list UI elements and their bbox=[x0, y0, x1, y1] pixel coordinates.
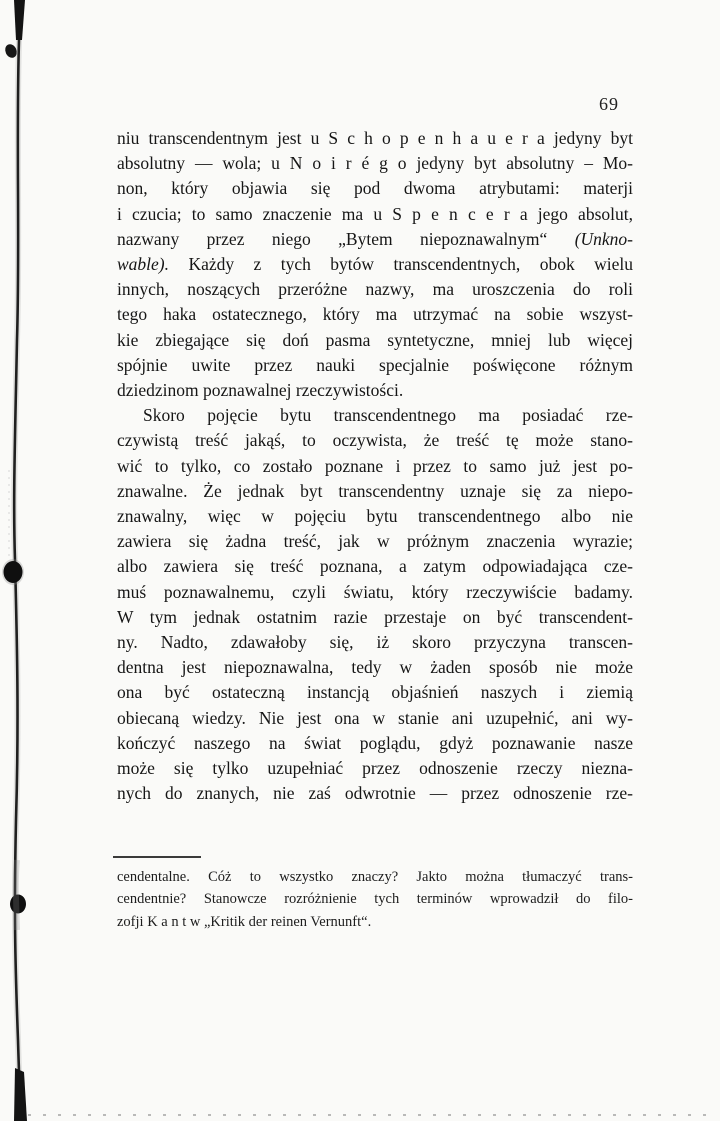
text-segment: Każdy z tych bytów transcendentnych, obok wielu bbox=[169, 254, 633, 275]
text-line: zawiera się żadna treść, jak w próżnym znaczenia wyrazie; bbox=[117, 531, 633, 552]
text-line bbox=[117, 227, 633, 252]
footnote-rule bbox=[113, 856, 201, 858]
text-line: non, który objawia się pod dwoma atrybutami: materji bbox=[117, 178, 633, 199]
scan-dotted-line bbox=[28, 1114, 714, 1116]
text-line: czywistą treść jakąś, to oczywista, że treść tę może stano- bbox=[117, 430, 633, 451]
text-line: może się tylko uzupełniać przez odnoszenie rzeczy niezna- bbox=[117, 758, 633, 779]
text-line: dentna jest niepoznawalna, tedy w żaden sposób nie może bbox=[117, 657, 633, 678]
text-line bbox=[117, 252, 633, 277]
text-line: ny. Nadto, zdawałoby się, iż skoro przyczyna transcen- bbox=[117, 632, 633, 653]
text-line: kończyć naszego na świat poglądu, gdyż poznawanie nasze bbox=[117, 732, 633, 753]
text-line: Skoro pojęcie bytu transcendentnego ma posiadać rze- bbox=[143, 405, 633, 426]
text-segment-italic: (Unkno- bbox=[574, 228, 633, 249]
text-line: innych, noszących przeróżne nazwy, ma uroszczenia do roli bbox=[117, 279, 633, 300]
footnote-line: zofji K a n t w „Kritik der reinen Vernunft“. bbox=[117, 913, 372, 930]
text-line: znawalny, więc w pojęciu bytu transcendentnego albo nie bbox=[117, 506, 633, 527]
text-line: znawalne. Że jednak byt transcendentny uznaje się za niepo- bbox=[117, 480, 633, 501]
text-line: W tym jednak ostatnim razie przestaje on być transcendent- bbox=[117, 606, 633, 627]
footnote-line: cendentnie? Stanowcze rozróżnienie tych terminów wprowadził do filo- bbox=[117, 891, 633, 908]
paragraph-1 bbox=[117, 126, 633, 403]
page-number: 69 bbox=[599, 94, 619, 114]
text-segment: nazwany przez niego „Bytem niepoznawalnym“ bbox=[117, 228, 575, 249]
text-line: kie zbiegające się doń pasma syntetyczne, mniej lub więcej bbox=[117, 329, 633, 350]
text-line: albo zawiera się treść poznana, a zatym odpowiadająca cze- bbox=[117, 556, 633, 577]
binding-artifact bbox=[0, 0, 44, 1121]
text-line: muś poznawalnemu, czyli światu, który rzeczywiście badamy. bbox=[117, 581, 633, 602]
text-line: nych do znanych, nie zaś odwrotnie — przez odnoszenie rze- bbox=[117, 783, 633, 804]
text-line: obiecaną wiedzy. Nie jest ona w stanie ani uzupełnić, ani wy- bbox=[117, 707, 633, 728]
text-line: dziedzinom poznawalnej rzeczywistości. bbox=[117, 380, 404, 401]
footnote bbox=[117, 866, 633, 933]
footnote-line: cendentalne. Cóż to wszystko znaczy? Jakto można tłumaczyć trans- bbox=[117, 869, 633, 885]
text-line: ona być ostateczną instancją objaśnień naszych i ziemią bbox=[117, 682, 633, 703]
text-line: tego haka ostatecznego, który ma utrzymać na sobie wszyst- bbox=[117, 304, 633, 325]
text-segment-italic: wable). bbox=[117, 254, 170, 275]
main-text bbox=[117, 126, 633, 806]
text-line: spójnie uwite przez nauki specjalnie poświęcone różnym bbox=[117, 354, 633, 375]
text-line: niu transcendentnym jest u S c h o p e n h a u e r a jedyny byt bbox=[117, 128, 633, 148]
text-line: wić to tylko, co zostało poznane i przez to samo już jest po- bbox=[117, 455, 633, 476]
paragraph-2 bbox=[117, 403, 633, 806]
text-line: i czucia; to samo znaczenie ma u S p e n c e r a jego absolut, bbox=[117, 203, 633, 224]
text-line: absolutny — wola; u N o i r é g o jedyny byt absolutny – Mo- bbox=[117, 153, 633, 174]
